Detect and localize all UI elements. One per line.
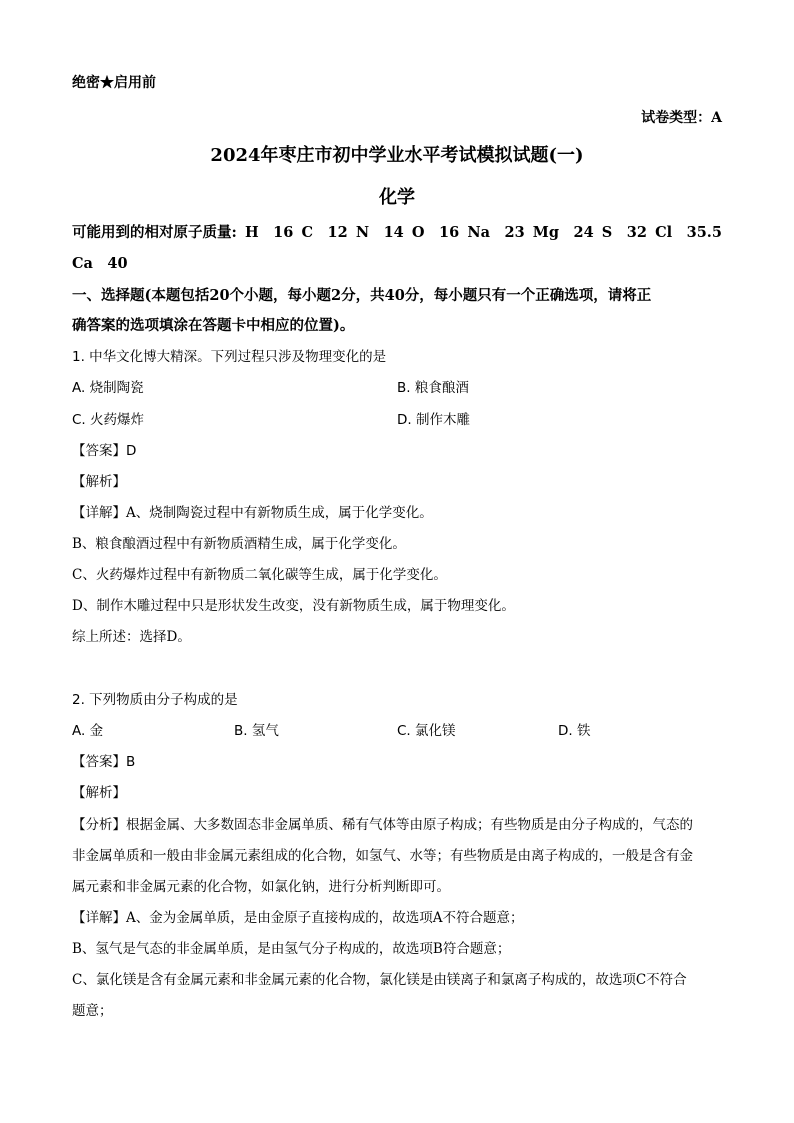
q2-answer: 【答案】B [72,754,136,770]
question-1-stem: 1. 中华文化博大精深。下列过程只涉及物理变化的是 [72,349,387,365]
atomic-mass-item: N 14 [355,224,404,241]
q2-option-d: D. 铁 [558,723,591,739]
section-heading-cont: 确答案的选项填涂在答题卡中相应的位置)。 [72,317,355,334]
q2-fenxi-line: 【分析】根据金属、大多数固态非金属单质、稀有气体等由原子构成；有些物质是由分子构成的，气态的 [72,817,693,833]
exam-title: 2024年枣庄市初中学业水平考试模拟试题(一) [210,145,584,166]
q1-option-c: C. 火药爆炸 [72,412,145,428]
q1-option-a: A. 烧制陶瓷 [72,380,144,396]
atomic-mass-item: Cl 35.5 [655,224,722,241]
q1-detail: 【详解】A、烧制陶瓷过程中有新物质生成，属于化学变化。 [72,505,433,521]
atomic-mass-continuation: Ca 40 [72,255,128,272]
atomic-mass-item: S 32 [601,224,647,241]
atomic-mass-line [72,222,722,244]
q1-analysis-label: 【解析】 [72,474,126,490]
atomic-mass-label: 可能用到的相对原子质量: [72,224,237,241]
q2-fenxi-line: 非金属单质和一般由非金属元素组成的化合物，如氢气、水等；有些物质是由离子构成的，一般是含有金 [72,848,693,864]
q1-option-d: D. 制作木雕 [397,412,470,428]
subject-title: 化学 [379,187,415,208]
q2-fenxi-line: 属元素和非金属元素的化合物，如氯化钠，进行分析判断即可。 [72,879,450,895]
q2-option-a: A. 金 [72,723,104,739]
confidential-label: 绝密★启用前 [72,75,156,91]
q2-detail-line: B、氢气是气态的非金属单质，是由氢气分子构成的，故选项B符合题意； [72,941,511,957]
atomic-mass-item: C 12 [301,224,348,241]
atomic-mass-item: O 16 [411,224,460,241]
q1-detail-line: B、粮食酿酒过程中有新物质酒精生成，属于化学变化。 [72,536,406,552]
question-2-stem: 2. 下列物质由分子构成的是 [72,692,238,708]
q2-option-c: C. 氯化镁 [397,723,456,739]
q1-option-b: B. 粮食酿酒 [397,380,469,396]
q1-detail-line: D、制作木雕过程中只是形状发生改变，没有新物质生成，属于物理变化。 [72,598,515,614]
q1-detail-line: C、火药爆炸过程中有新物质二氧化碳等生成，属于化学变化。 [72,567,447,583]
q2-detail-line: 【详解】A、金为金属单质，是由金原子直接构成的，故选项A不符合题意； [72,910,524,926]
atomic-mass-item: Mg 24 [532,224,594,241]
q2-option-b: B. 氢气 [234,723,279,739]
q2-detail-line: C、氯化镁是含有金属元素和非金属元素的化合物，氯化镁是由镁离子和氯离子构成的，故选项C不符合 [72,972,687,988]
section-heading: 一、选择题(本题包括20个小题，每小题2分，共40分，每小题只有一个正确选项，请将正 [72,287,652,304]
q1-conclusion: 综上所述：选择D。 [72,629,191,645]
q2-detail-line: 题意； [72,1003,113,1019]
atomic-mass-item: H 16 [244,224,294,241]
paper-type-label: 试卷类型：A [641,110,722,126]
q2-analysis-label: 【解析】 [72,785,126,801]
atomic-mass-item: Na 23 [467,224,525,241]
q1-answer: 【答案】D [72,443,137,459]
